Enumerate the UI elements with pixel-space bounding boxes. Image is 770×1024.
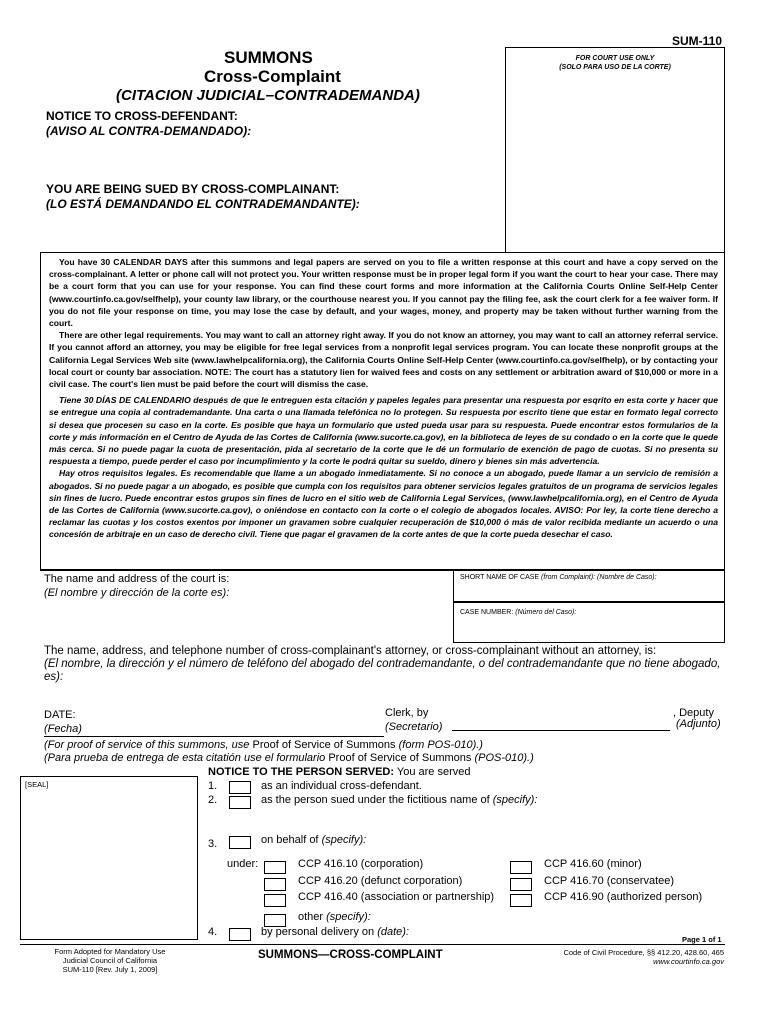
clerk-label-es: (Secretario) (385, 721, 443, 733)
item-2-label: as the person sued under the fictitious name of (specify): (261, 794, 538, 806)
date-line[interactable] (44, 736, 384, 737)
deputy-label-es: (Adjunto) (676, 718, 721, 730)
court-use-label-es: (SOLO PARA USO DE LA CORTE) (559, 64, 671, 71)
court-use-box[interactable] (505, 47, 725, 253)
sued-by-label-es: (LO ESTÁ DEMANDANDO EL CONTRADEMANDANTE): (46, 197, 360, 211)
item-3-number: 3. (208, 838, 218, 850)
ccp-41610-label: CCP 416.10 (corporation) (298, 858, 424, 870)
item-1-label: as an individual cross-defendant. (261, 780, 422, 792)
short-name-box[interactable] (453, 570, 725, 602)
item-2-checkbox[interactable] (229, 794, 251, 812)
footer-left: Form Adopted for Mandatory Use Judicial Council of California SUM-110 [Rev. July 1, 2009] (54, 947, 166, 974)
item-4-label: by personal delivery on (date): (261, 926, 409, 938)
ccp-41640-checkbox[interactable] (264, 892, 286, 910)
ccp-41670-label: CCP 416.70 (conservatee) (544, 875, 675, 887)
summons-title: SUMMONS (224, 48, 313, 67)
person-served-heading: NOTICE TO THE PERSON SERVED: You are served (208, 766, 471, 778)
date-label-es: (Fecha) (44, 723, 82, 735)
ccp-41690-label: CCP 416.90 (authorized person) (544, 891, 703, 903)
notice-to-label-es: (AVISO AL CONTRA-DEMANDADO): (46, 124, 252, 138)
sued-by-label: YOU ARE BEING SUED BY CROSS-COMPLAINANT: (46, 182, 340, 196)
seal-label: [SEAL] (25, 780, 49, 789)
notice-en-paragraph-2: There are other legal requirements. You may want to call an attorney right away. If you do not know an attorney, you may want to call an attorney referral service. If you cannot afford an attorney, you may be eligible for free legal services from a nonprofit legal services program. You can locate these nonprofit groups at the California Legal Services Web site (www.lawhelpcalifornia.org), the California Courts Online Self-Help Center (www.courtinfo.ca.gov/selfhelp), or by contacting your local court or county bar association. NOTE: The court has a statutory lien for waived fees and costs on any settlement or arbitration award of $10,000 or more in a civil case. The court's lien must be paid before the court will dismiss the case. (49, 330, 718, 390)
seal-box (20, 776, 198, 940)
item-2-number: 2. (208, 794, 218, 806)
court-name-field[interactable] (44, 602, 449, 642)
notice-es-paragraph-2: Hay otros requisitos legales. Es recomendable que llame a un abogado inmediatamente. Si no conoce a un abogado, puede llamar a un servicio de remisión a abogados. Si no puede pagar a un abogado, es posible que cumpla con los requisitos para obtener servicios legales gratuitos de un programa de servicios legales sin fines de lucro. Puede encontrar estos grupos sin fines de lucro en el sitio web de California Legal Services, (www.lawhelpcalifornia.org), en el Centro de Ayuda de las Cortes de California (www.sucorte.ca.gov), o oniéndose en contacto con la corte o el colegio de abogados locales. AVISO: Por ley, la corte tiene derecho a reclamar las cuotas y los costos exentos por imponer un gravamen sobre cualquier recuperación de $10,000 ó más de valor recibida mediante un acuerdo o una concesión de arbitraje en un caso de derecho civil. Tiene que pagar el gravamen de la corte antes de que la corte pueda desechar el caso. (49, 468, 718, 540)
ccp-41660-checkbox[interactable] (510, 859, 532, 877)
footer-right: Code of Civil Procedure, §§ 412.20, 428.60, 465 www.courtinfo.ca.gov (563, 948, 724, 966)
summons-subtitle: Cross-Complaint (204, 67, 341, 86)
proof-of-service-note-es: (Para prueba de entrega de esta citatión use el formulario Proof of Service of Summons (POS-010).) (44, 752, 534, 764)
item-4-number: 4. (208, 926, 218, 938)
court-name-label: The name and address of the court is: (44, 573, 230, 585)
cross-complainant-field[interactable] (46, 213, 496, 249)
court-use-label: FOR COURT USE ONLY (575, 55, 655, 62)
ccp-41610-checkbox[interactable] (264, 859, 286, 877)
ccp-41660-label: CCP 416.60 (minor) (544, 858, 642, 870)
clerk-label: Clerk, by (385, 707, 429, 719)
ccp-41620-label: CCP 416.20 (defunct corporation) (298, 875, 463, 887)
under-label: under: (227, 858, 259, 870)
court-name-label-es: (El nombre y dirección de la corte es): (44, 587, 230, 599)
clerk-signature-line[interactable] (452, 730, 670, 731)
case-number-label: CASE NUMBER: (Número del Caso): (460, 609, 577, 616)
ccp-41640-label: CCP 416.40 (association or partnership) (298, 891, 495, 903)
notice-to-label: NOTICE TO CROSS-DEFENDANT: (46, 109, 238, 123)
date-label: DATE: (44, 709, 76, 721)
item-3-checkbox[interactable] (229, 834, 251, 852)
notice-en-paragraph-1: You have 30 CALENDAR DAYS after this summons and legal papers are served on you to file a written response at this court and have a copy served on the cross-complainant. A letter or phone call will not protect you. Your written response must be in proper legal form if you want the court to hear your case. There may be a court form that you can use for your response. You can find these court forms and more information at the California Courts Online Self-Help Center (www.courtinfo.ca.gov/selfhelp), your county law library, or the courthouse nearest you. If you cannot pay the filing fee, ask the court clerk for a fee waiver form. If you do not file your response on time, you may lose the case by default, and your wages, money, and property may be taken without further warning from the court. (49, 257, 718, 329)
attorney-field[interactable] (44, 687, 724, 707)
spanish-title: (CITACION JUDICIAL–CONTRADEMANDA) (116, 87, 420, 104)
footer-title: SUMMONS—CROSS-COMPLAINT (258, 949, 443, 961)
attorney-label: The name, address, and telephone number of cross-complainant's attorney, or cross-complainant without an attorney, is: (El nombre, la dirección y el número de teléfono del abogado del contrademandante, o del contrademandante que no tiene abogado, es): (44, 645, 721, 683)
cross-defendant-field[interactable] (46, 140, 496, 180)
deputy-label: , Deputy (673, 707, 714, 719)
other-label: other (specify): (298, 911, 371, 923)
page-number: Page 1 of 1 (682, 935, 722, 944)
proof-of-service-note: (For proof of service of this summons, use Proof of Service of Summons (form POS-010).) (44, 739, 483, 751)
case-number-box[interactable] (453, 602, 725, 643)
item-4-checkbox[interactable] (229, 926, 251, 944)
item-1-number: 1. (208, 780, 218, 792)
form-id: SUM-110 (672, 34, 723, 48)
legal-notice-box (40, 252, 725, 570)
item-3-label: on behalf of (specify): (261, 834, 367, 846)
short-name-label: SHORT NAME OF CASE (from Complaint): (Nombre de Caso): (460, 574, 657, 581)
ccp-41690-checkbox[interactable] (510, 892, 532, 910)
notice-es-paragraph-1: Tiene 30 DÍAS DE CALENDARIO después de que le entreguen esta citación y papeles legales para presentar una respuesta por esqrito en esta corte y hacer que se entregue una copia al contrademandante. Una carta o una llamada telefónica no lo protegen. Su respuesta por escrito tiene que estar en formato legal correcto si desea que procesen su caso en la corte. Es posible que haya un formulario que usted pueda usar para su respuesta. Puede encontrar estos formularios de la corte y más información en el Centro de Ayuda de las Cortes de California (www.sucorte.ca.gov), en la biblioteca de leyes de su condado o en la corte que le quede más cerca. Si no puede pagar la cuota de presentación, pida al secretario de la corte que le dé un formulario de exención de pago de cuotas. Si no presenta su respuesta a tiempo, puede perder el caso por incumplimiento y la corte le podrá quitar su sueldo, dinero y bienes sin más advertencia. (49, 395, 718, 467)
